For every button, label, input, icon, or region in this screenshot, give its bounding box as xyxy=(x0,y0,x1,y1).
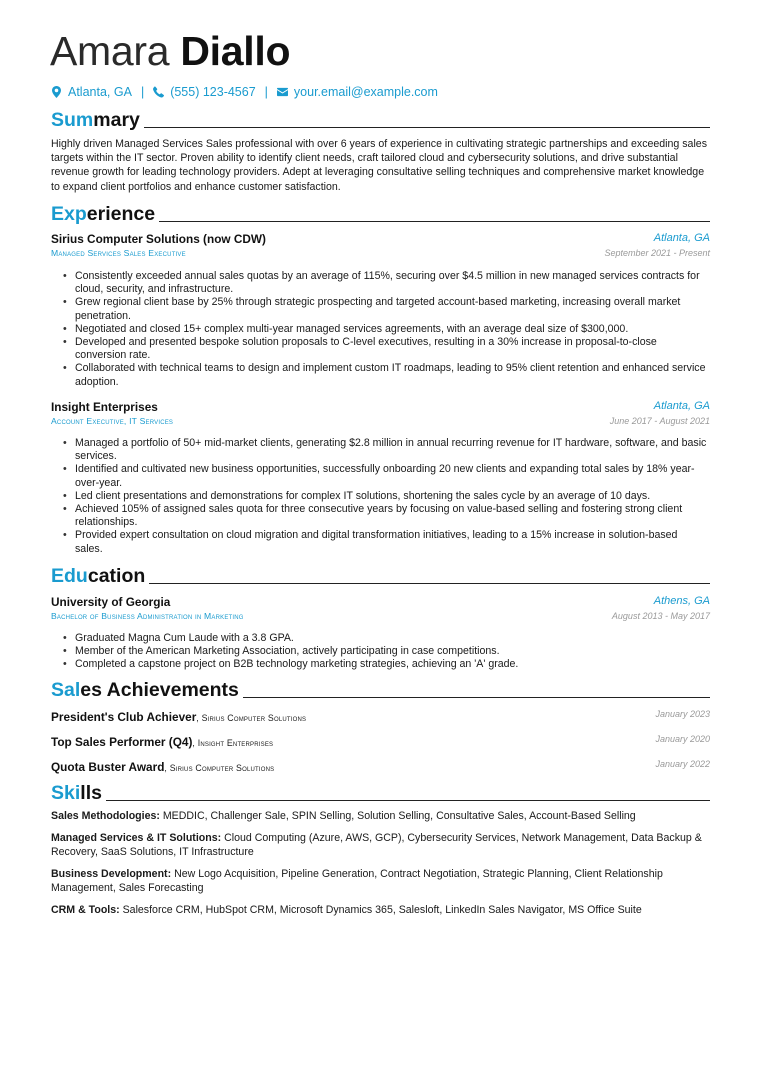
skill-value: Cloud Computing (Azure, AWS, GCP), Cybersecurity Services, Network Management, Data Backup & Recovery, SaaS Solutions, IT Infrastructure xyxy=(51,832,702,859)
list-item: • Provided expert consultation on cloud migration and digital transformation initiatives, leading to a 15% increase in solution-based sales. xyxy=(63,529,708,555)
job-dates: June 2017 - August 2021 xyxy=(609,416,710,426)
achievements-title: Sales Achievements xyxy=(51,679,239,701)
list-item: • Led client presentations and demonstrations for complex IT solutions, shortening the sales cycle by an average of 10 days. xyxy=(63,490,708,503)
contact-separator: | xyxy=(264,85,268,99)
phone-text: (555) 123-4567 xyxy=(170,85,256,99)
last-name: Diallo xyxy=(180,28,291,74)
list-item: • Negotiated and closed 15+ complex multi-year managed services agreements, with an average deal size of $300,000. xyxy=(63,323,708,336)
skill-row xyxy=(51,867,711,895)
candidate-name xyxy=(50,28,290,74)
section-divider xyxy=(159,221,710,222)
list-item: • Graduated Magna Cum Laude with a 3.8 GPA. xyxy=(63,632,708,645)
achievement-title: Top Sales Performer (Q4) xyxy=(51,735,193,749)
job-company: Sirius Computer Solutions (now CDW) xyxy=(51,232,266,246)
school-location: Athens, GA xyxy=(653,595,710,607)
achievement-item: President's Club Achiever, Sirius Computer Solutions January 2023 xyxy=(51,709,710,724)
skill-label: CRM & Tools: xyxy=(51,904,120,916)
list-item: • Grew regional client base by 25% through strategic prospecting and targeted account-based marketing, increasing overall market penetration. xyxy=(63,296,708,322)
job-dates: September 2021 - Present xyxy=(604,248,710,258)
achievement-org: Sirius Computer Solutions xyxy=(169,763,275,773)
section-divider xyxy=(149,583,710,584)
location-text: Atlanta, GA xyxy=(68,85,132,99)
education-dates: August 2013 - May 2017 xyxy=(611,611,710,621)
job-role: Managed Services Sales Executive xyxy=(51,248,186,258)
section-divider xyxy=(144,127,710,128)
map-pin-icon xyxy=(51,86,62,98)
experience-title: Experience xyxy=(51,203,156,225)
contact-line xyxy=(51,85,438,99)
list-item: • Developed and presented bespoke solution proposals to C-level executives, resulting in a 30% increase in proposal-to-close conversion rate. xyxy=(63,336,708,362)
achievement-date: January 2022 xyxy=(655,759,710,769)
skills-title: Skills xyxy=(51,782,102,804)
job-location: Atlanta, GA xyxy=(653,232,710,244)
experience-heading xyxy=(51,203,710,225)
summary-heading xyxy=(51,109,710,131)
skill-label: Managed Services & IT Solutions: xyxy=(51,832,222,844)
skill-row xyxy=(51,809,711,823)
skill-row xyxy=(51,831,711,859)
job-bullets xyxy=(63,270,708,389)
achievement-title: Quota Buster Award xyxy=(51,760,165,774)
skill-row xyxy=(51,903,711,917)
education-bullets xyxy=(63,632,708,672)
degree: Bachelor of Business Administration in Marketing xyxy=(51,611,244,621)
skill-label: Business Development: xyxy=(51,868,172,880)
list-item: • Member of the American Marketing Association, actively participating in case competitions. xyxy=(63,645,708,658)
list-item: • Consistently exceeded annual sales quotas by an average of 115%, securing over $4.5 million in new managed services contracts for cloud, security, and infrastructure. xyxy=(63,270,708,296)
education-title: Education xyxy=(51,565,146,587)
job-bullets xyxy=(63,437,708,556)
education-heading xyxy=(51,565,710,587)
list-item: • Completed a capstone project on B2B technology marketing strategies, achieving an 'A' grade. xyxy=(63,658,708,671)
first-name: Amara xyxy=(50,28,170,74)
skill-value: New Logo Acquisition, Pipeline Generation, Contract Negotiation, Strategic Planning, Client Relationship Management, Sales Forecasting xyxy=(51,868,663,895)
job-role: Account Executive, IT Services xyxy=(51,416,174,426)
achievement-date: January 2023 xyxy=(655,709,710,719)
achievement-org: Insight Enterprises xyxy=(197,738,274,748)
job-location: Atlanta, GA xyxy=(653,400,710,412)
achievement-item: Top Sales Performer (Q4), Insight Enterprises January 2020 xyxy=(51,734,710,749)
section-divider xyxy=(106,800,710,801)
summary-title: Summary xyxy=(51,109,140,131)
school-name: University of Georgia xyxy=(51,595,171,609)
achievement-item: Quota Buster Award, Sirius Computer Solutions January 2022 xyxy=(51,759,710,774)
section-divider xyxy=(243,697,710,698)
list-item: • Collaborated with technical teams to design and implement custom IT roadmaps, leading to 95% client retention and enhanced service adoption. xyxy=(63,362,708,388)
achievement-org: Sirius Computer Solutions xyxy=(201,713,307,723)
envelope-icon xyxy=(277,86,288,98)
achievements-heading xyxy=(51,679,710,701)
skills-heading xyxy=(51,782,710,804)
email-link[interactable]: your.email@example.com xyxy=(293,85,438,99)
contact-separator: | xyxy=(140,85,145,99)
summary-text: Highly driven Managed Services Sales professional with over 6 years of experience in cultivating strategic partnerships and exceeding sales targets within the IT sector. Proven ability to identify client needs, craft tailored cloud and cybersecurity solutions, and drive substantial revenue growth for leading technology providers. Adept at leveraging consultative selling techniques and comprehensive market knowledge to expand client portfolios and enhance customer satisfaction. xyxy=(51,138,707,193)
skill-value: Salesforce CRM, HubSpot CRM, Microsoft Dynamics 365, Salesloft, LinkedIn Sales Navigator, MS Office Suite xyxy=(122,904,642,916)
achievement-title: President's Club Achiever xyxy=(51,710,197,724)
phone-icon xyxy=(153,86,164,98)
achievement-date: January 2020 xyxy=(655,734,710,744)
list-item: • Achieved 105% of assigned sales quota for three consecutive years by focusing on value-based selling and fostering strong client relationships. xyxy=(63,503,708,529)
skill-label: Sales Methodologies: xyxy=(51,810,160,822)
skill-value: MEDDIC, Challenger Sale, SPIN Selling, Solution Selling, Consultative Sales, Account-Based Selling xyxy=(162,810,636,822)
job-company: Insight Enterprises xyxy=(51,400,158,414)
list-item: • Managed a portfolio of 50+ mid-market clients, generating $2.8 million in annual recurring revenue for IT hardware, software, and basic services. xyxy=(63,437,708,463)
list-item: • Identified and cultivated new business opportunities, successfully onboarding 20 new clients and expanding total sales by 18% year-over-year. xyxy=(63,463,708,489)
